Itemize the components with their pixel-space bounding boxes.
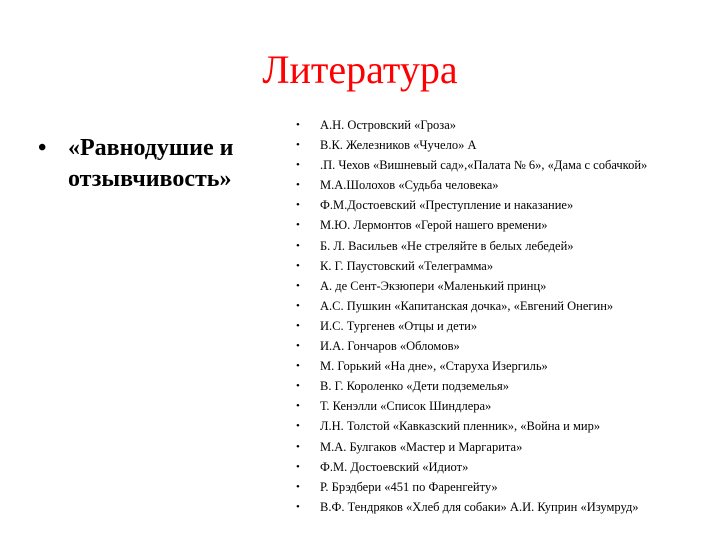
bullet-icon: •	[296, 460, 300, 473]
book-title: И.А. Гончаров «Обломов»	[320, 339, 460, 354]
book-list-item	[296, 276, 720, 296]
bullet-icon: •	[296, 360, 300, 373]
bullet-icon: •	[296, 199, 300, 212]
bullet-icon: •	[296, 139, 300, 152]
book-list-item	[296, 316, 720, 336]
bullet-icon: •	[296, 259, 300, 272]
book-list-item	[296, 336, 720, 356]
book-title: В.Ф. Тендряков «Хлеб для собаки» А.И. Куприн «Изумруд»	[320, 499, 639, 514]
bullet-icon: •	[296, 319, 300, 332]
book-title: Б. Л. Васильев «Не стреляйте в белых лебедей»	[320, 238, 574, 253]
book-title: А.Н. Островский «Гроза»	[320, 118, 456, 132]
bullet-icon: •	[296, 219, 300, 232]
book-title: К. Г. Паустовский «Телеграмма»	[320, 258, 494, 273]
book-list-item	[296, 396, 720, 416]
book-list	[296, 115, 720, 517]
bullet-icon: •	[296, 159, 300, 172]
book-list-item	[296, 175, 720, 195]
bullet-icon: •	[296, 279, 300, 292]
book-title: Т. Кенэлли «Список Шиндлера»	[320, 399, 492, 414]
book-title: А.С. Пушкин «Капитанская дочка», «Евгений Онегин»	[320, 298, 614, 313]
book-title: Р. Брэдбери «451 по Фаренгейту»	[320, 479, 498, 494]
book-list-item	[296, 457, 720, 477]
bullet-icon: •	[296, 299, 300, 312]
topic-text: «Равнодушие и отзывчивость»	[68, 135, 234, 192]
book-list-item	[296, 497, 720, 517]
book-list-item	[296, 416, 720, 436]
book-list-item	[296, 376, 720, 396]
topic-bullet	[38, 133, 278, 195]
book-title: В. Г. Короленко «Дети подземелья»	[320, 379, 509, 394]
book-title: Ф.М. Достоевский «Идиот»	[320, 459, 469, 474]
bullet-icon: •	[296, 239, 300, 252]
book-title: М.А. Булгаков «Мастер и Маргарита»	[320, 439, 523, 454]
book-title: Ф.М.Достоевский «Преступление и наказание»	[320, 198, 574, 213]
bullet-icon: •	[296, 440, 300, 453]
book-list-item	[296, 115, 720, 135]
book-list-item	[296, 195, 720, 215]
bullet-icon: •	[296, 500, 300, 513]
slide-title: Литература	[262, 47, 458, 92]
book-title: .П. Чехов «Вишневый сад»,«Палата № 6», «Дама с собачкой»	[320, 158, 648, 173]
bullet-icon: •	[296, 380, 300, 393]
book-title: М.Ю. Лермонтов «Герой нашего времени»	[320, 218, 548, 233]
bullet-icon: •	[296, 400, 300, 413]
book-title: М. Горький «На дне», «Старуха Изергиль»	[320, 359, 548, 374]
book-title: А. де Сент-Экзюпери «Маленький принц»	[320, 278, 547, 293]
book-list-item	[296, 215, 720, 235]
book-list-item	[296, 356, 720, 376]
bullet-icon: •	[296, 179, 300, 192]
book-list-item	[296, 256, 720, 276]
bullet-icon: •	[296, 119, 300, 131]
bullet-icon: •	[296, 340, 300, 353]
book-title: М.А.Шолохов «Судьба человека»	[320, 178, 499, 193]
book-list-item	[296, 477, 720, 497]
book-title: В.К. Железников «Чучело» А	[320, 138, 477, 153]
book-list-item	[296, 155, 720, 175]
bullet-icon: •	[296, 420, 300, 433]
book-title: И.С. Тургенев «Отцы и дети»	[320, 318, 478, 333]
book-list-item	[296, 135, 720, 155]
book-list-item	[296, 437, 720, 457]
book-title: Л.Н. Толстой «Кавказский пленник», «Война и мир»	[320, 419, 601, 434]
book-list-item	[296, 236, 720, 256]
book-list-item	[296, 296, 720, 316]
bullet-icon: •	[296, 480, 300, 493]
bullet-icon: •	[38, 135, 47, 161]
